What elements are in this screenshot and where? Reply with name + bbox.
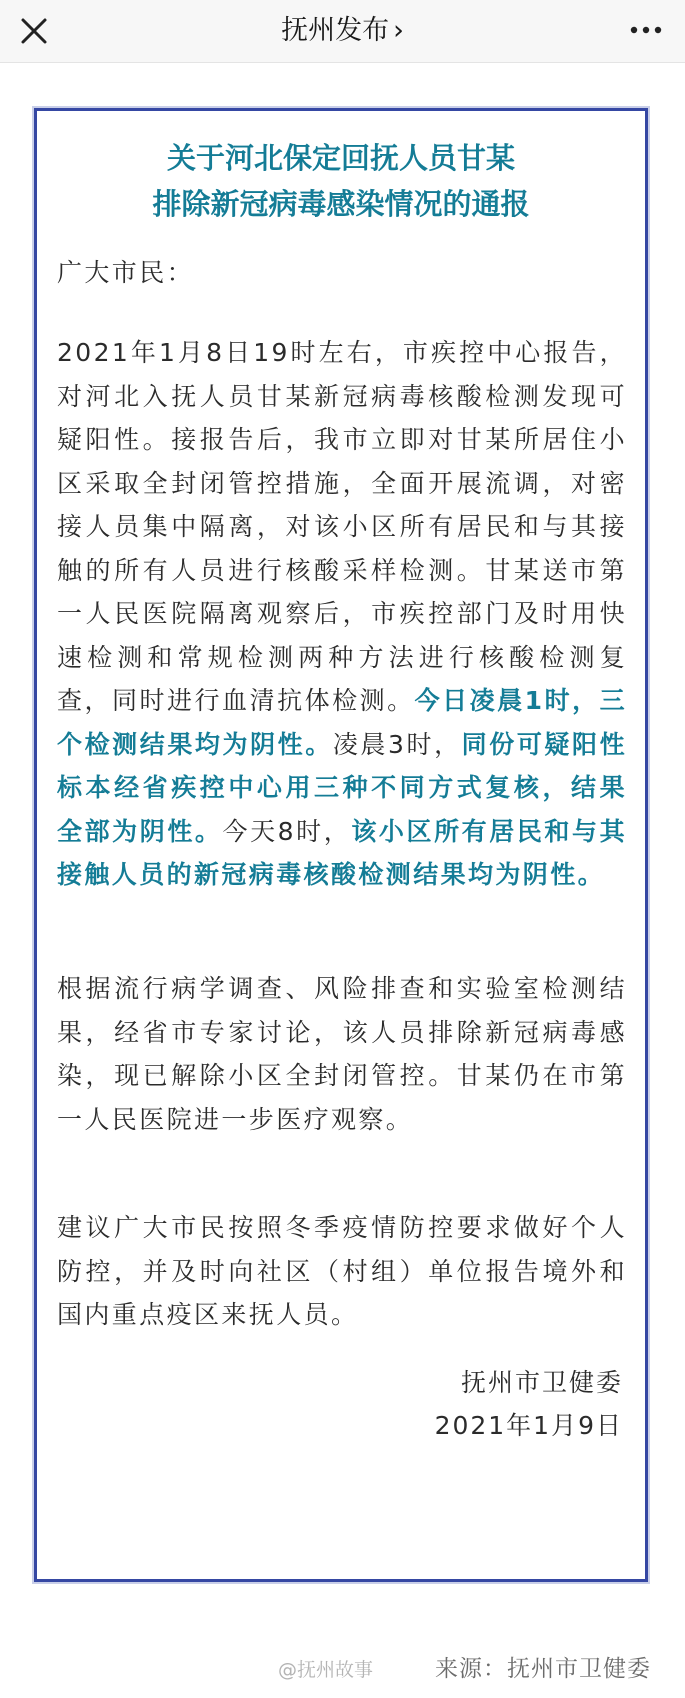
source-caption: 来源：抚州市卫健委 [435,1656,651,1682]
signer: 抚州市卫健委 [460,1368,623,1397]
account-name: 抚州发布 [281,15,390,46]
paragraph-1-text-b: 凌晨3时， [332,729,462,759]
notice-title [37,135,645,227]
top-navigation-bar [0,0,685,63]
paragraph-1-text-c: 今天8时， [222,816,352,846]
account-title-link[interactable] [0,14,685,48]
salutation: 广大市民： [57,258,195,287]
notice-title-line-2: 排除新冠病毒感染情况的通报 [152,187,530,221]
paragraph-3: 建议广大市民按照冬季疫情防控要求做好个人防控，并及时向社区（村组）单位报告境外和国内重点疫区来抚人员。 [57,1213,627,1329]
signature-block [435,1361,623,1447]
notice-title-line-1: 关于河北保定回抚人员甘某 [166,141,515,175]
notice-frame [34,108,648,1582]
issue-date: 2021年1月9日 [434,1411,623,1440]
highlight-result-1: 今日凌晨1时，三个检测结果均为阴性。 [57,686,627,759]
weibo-watermark: @抚州故事 [278,1659,374,1681]
paragraph-1 [57,331,627,897]
chevron-right-icon: › [393,15,404,46]
more-dots-icon[interactable] [629,22,663,38]
paragraph-2: 根据流行病学调查、风险排查和实验室检测结果，经省市专家讨论，该人员排除新冠病毒感染，现已解除小区全封闭管控。甘某仍在市第一人民医院进一步医疗观察。 [57,974,627,1134]
paragraph-1-text-a: 2021年1月8日19时左右，市疾控中心报告，对河北入抚人员甘某新冠病毒核酸检测发现可疑阳性。接报告后，我市立即对甘某所居住小区采取全封闭管控措施，全面开展流调，对密接人员集中隔离，对该小区所有居民和与其接触的所有人员进行核酸采样检测。甘某送市第一人民医院隔离观察后，市疾控部门及时用快速检测和常规检测两种方法进行核酸检测复查，同时进行血清抗体检测。 [57,338,627,715]
highlight-result-2: 同份可疑阳性标本经省疾控中心用三种不同方式复核，结果全部为阴性。 [57,729,627,846]
highlight-result-3: 该小区所有居民和与其接触人员的新冠病毒核酸检测结果均为阴性。 [57,816,627,889]
